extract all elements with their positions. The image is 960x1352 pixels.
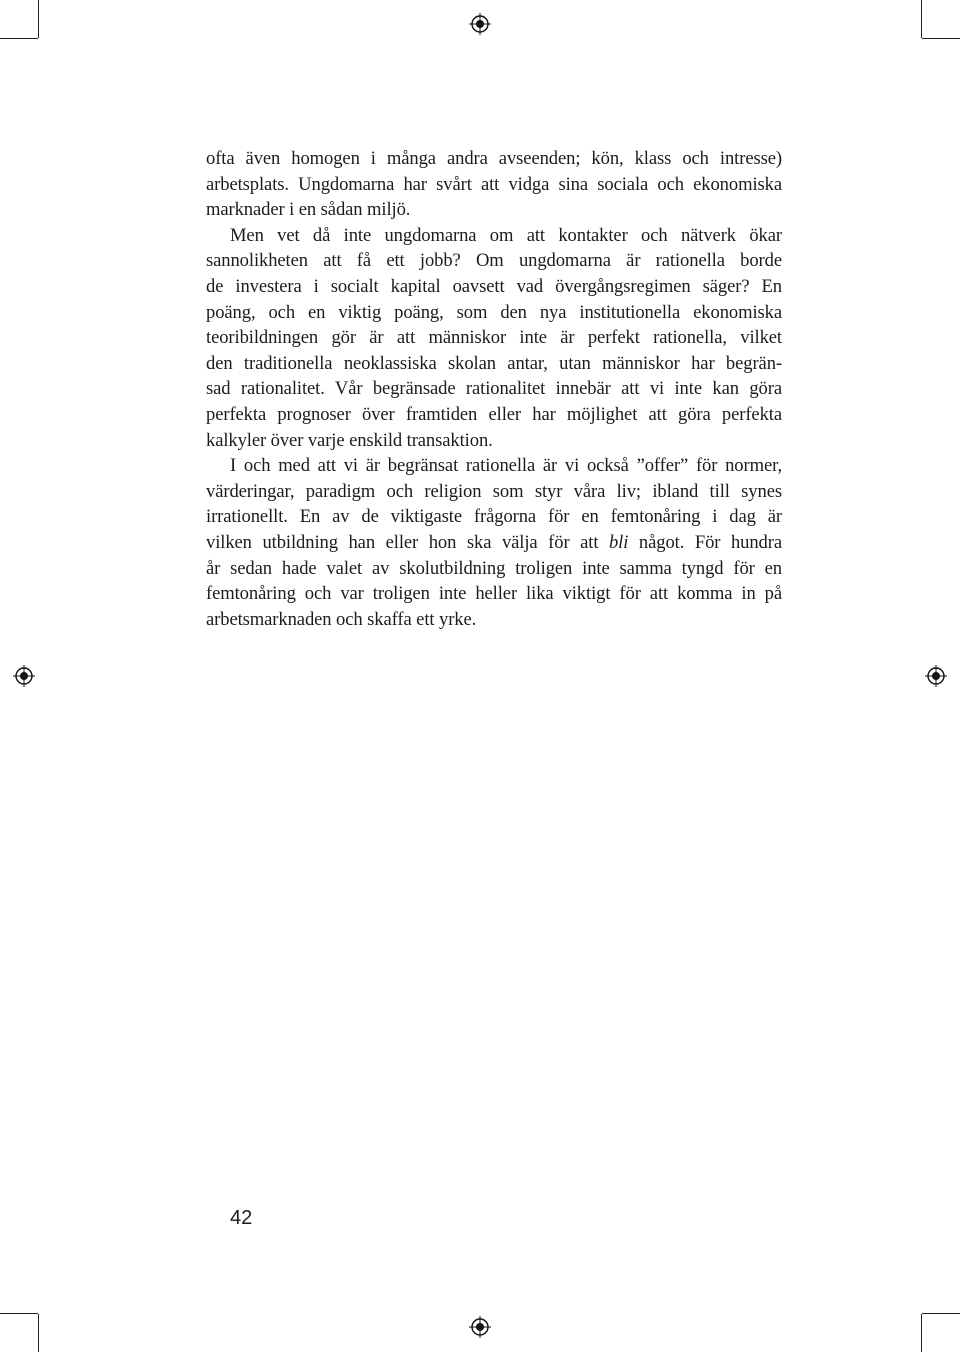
text-line: poäng, och en viktig poäng, som den nya institutionella ekonomiska bbox=[206, 301, 782, 323]
text-line: perfekta prognoser över framtiden eller har möjlighet att göra perfekta bbox=[206, 403, 782, 425]
text-line: marknader i en sådan miljö. bbox=[206, 199, 411, 221]
text-line: arbetsmarknaden och skaffa ett yrke. bbox=[206, 608, 477, 630]
text-line: de investera i socialt kapital oavsett vad övergångsregimen säger? En bbox=[206, 275, 782, 297]
registration-mark-icon bbox=[469, 13, 491, 35]
text-segment: vilken utbildning han eller hon ska välja för att bbox=[206, 531, 609, 553]
paragraph bbox=[206, 453, 782, 632]
page-number: 42 bbox=[230, 1207, 253, 1229]
paragraph bbox=[206, 146, 782, 223]
body-text bbox=[206, 146, 782, 632]
text-line: sannolikheten att få ett jobb? Om ungdomarna är rationella borde bbox=[206, 250, 782, 272]
registration-mark-icon bbox=[469, 1316, 491, 1338]
paragraph bbox=[206, 223, 782, 453]
crop-mark-bottom-left-vertical bbox=[38, 1314, 39, 1352]
crop-mark-top-right-horizontal bbox=[922, 38, 960, 39]
registration-mark-icon bbox=[13, 665, 35, 687]
crop-mark-top-left-vertical bbox=[38, 0, 39, 38]
text-line: I och med att vi är begränsat rationella är vi också ”offer” för normer, bbox=[230, 455, 782, 477]
text-line: år sedan hade valet av skolutbildning troligen inte samma tyngd för en bbox=[206, 557, 782, 579]
text-line: den traditionella neoklassiska skolan antar, utan människor har begrän- bbox=[206, 352, 782, 374]
italic-word: bli bbox=[608, 531, 629, 553]
text-line: Men vet då inte ungdomarna om att kontakter och nätverk ökar bbox=[230, 224, 782, 246]
text-line: arbetsplats. Ungdomarna har svårt att vidga sina sociala och ekonomiska bbox=[206, 173, 782, 195]
text-line: sad rationalitet. Vår begränsade rationalitet innebär att vi inte kan göra bbox=[206, 378, 782, 400]
text-line: kalkyler över varje enskild transaktion. bbox=[206, 429, 493, 451]
text-line: femtonåring och var troligen inte heller lika viktigt för att komma in på bbox=[206, 583, 782, 605]
text-line: irrationellt. En av de viktigaste frågorna för en femtonåring i dag är bbox=[206, 506, 782, 528]
crop-mark-bottom-right-horizontal bbox=[922, 1313, 960, 1314]
registration-mark-icon bbox=[925, 665, 947, 687]
text-line: värderingar, paradigm och religion som styr våra liv; ibland till synes bbox=[206, 480, 782, 502]
crop-mark-bottom-right-vertical bbox=[921, 1314, 922, 1352]
text-line-with-italic bbox=[206, 530, 782, 556]
crop-mark-top-left-horizontal bbox=[0, 38, 38, 39]
crop-mark-top-right-vertical bbox=[921, 0, 922, 38]
crop-mark-bottom-left-horizontal bbox=[0, 1313, 38, 1314]
text-segment: något. För hundra bbox=[628, 531, 782, 553]
text-line: ofta även homogen i många andra avseenden; kön, klass och intresse) bbox=[206, 148, 782, 169]
text-line: teoribildningen gör är att människor inte är perfekt rationella, vilket bbox=[206, 327, 782, 349]
